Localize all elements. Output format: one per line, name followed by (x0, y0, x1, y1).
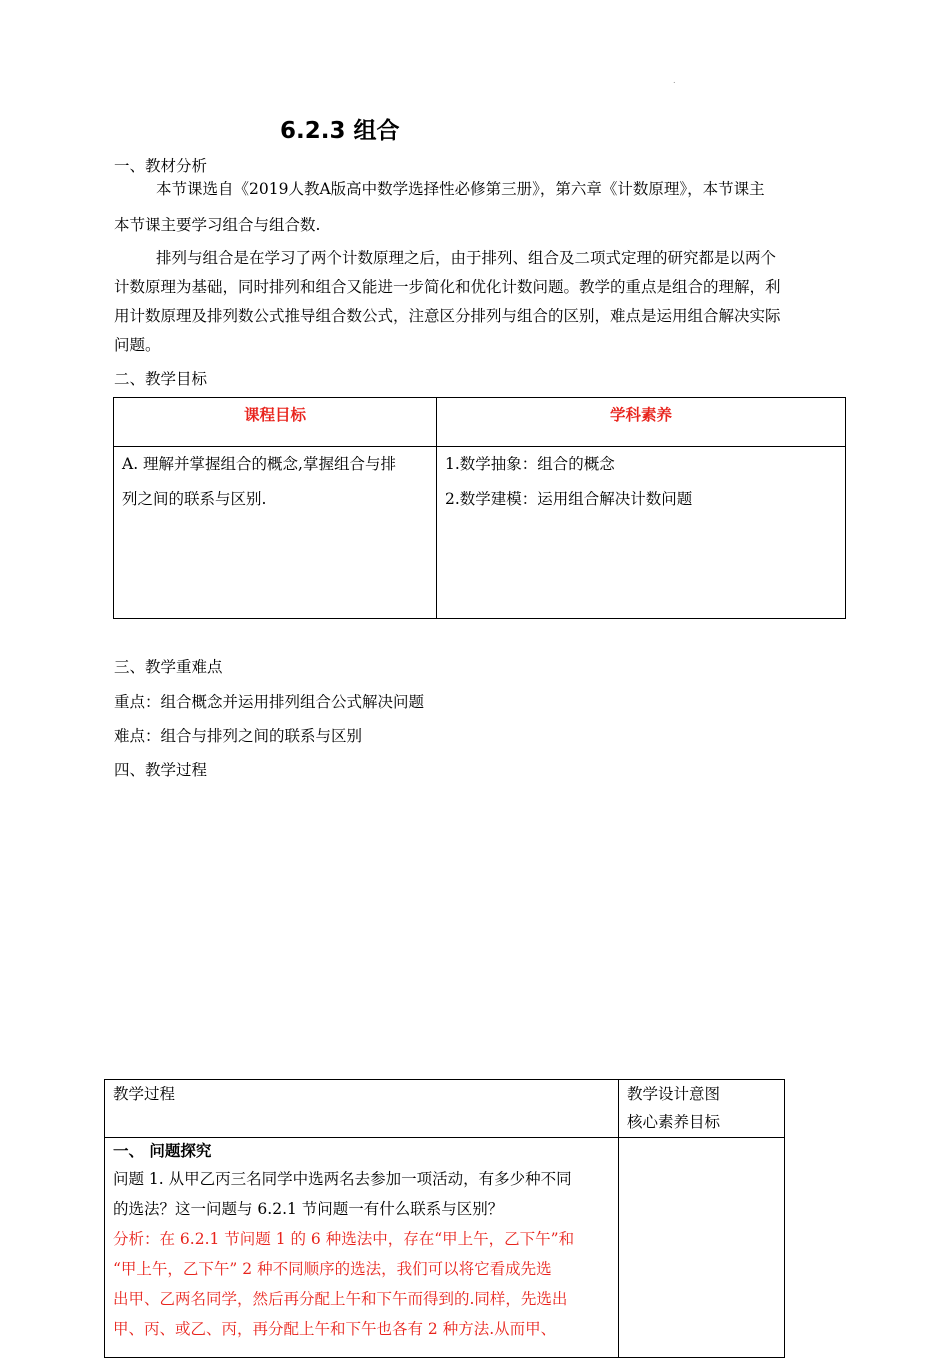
question-line: 的选法？这一问题与 6.2.1 节问题一有什么联系与区别？ (113, 1200, 504, 1218)
section1-para2 (114, 244, 838, 360)
process-col2-header-line2: 核心素养目标 (627, 1113, 721, 1131)
process-table (104, 1079, 785, 1358)
goals-table (113, 397, 846, 619)
section1-heading: 一、教材分析 (114, 157, 208, 175)
goals-col2-cell (437, 447, 846, 619)
corner-mark: . (673, 76, 676, 85)
section1-para1-line2: 本节课主要学习组合与组合数. (114, 216, 321, 234)
subsection-title: 一、 问题探究 (113, 1142, 212, 1160)
goals-col2-line: 1.数学抽象：组合的概念 (445, 455, 615, 473)
section4-heading: 四、教学过程 (114, 761, 208, 779)
section1-para2-line: 用计数原理及排列数公式推导组合数公式，注意区分排列与组合的区别，难点是运用组合解决实际 (114, 307, 781, 325)
goals-col1-line: 列之间的联系与区别. (122, 490, 267, 508)
section2-heading: 二、教学目标 (114, 370, 208, 388)
page-title: 6.2.3 组合 (280, 118, 400, 144)
key-point: 重点：组合概念并运用排列组合公式解决问题 (114, 693, 425, 711)
goals-col1-cell (114, 447, 437, 619)
section1-para2-line: 问题。 (114, 336, 161, 354)
goals-col2-header: 学科素养 (437, 398, 846, 447)
section1-para1-line1: 本节课选自《2019人教A版高中数学选择性必修第三册》，第六章《计数原理》，本节课主 (156, 180, 765, 198)
question-line: 问题 1. 从甲乙丙三名同学中选两名去参加一项活动，有多少种不同 (113, 1170, 572, 1188)
goals-col2-line: 2.数学建模：运用组合解决计数问题 (445, 490, 693, 508)
section1-para2-line: 排列与组合是在学习了两个计数原理之后，由于排列、组合及二项式定理的研究都是以两个 (156, 249, 777, 267)
analysis-line: 出甲、乙两名同学，然后再分配上午和下午而得到的.同样，先选出 (113, 1290, 568, 1308)
process-col2-header-line1: 教学设计意图 (627, 1085, 721, 1103)
process-col1-header (105, 1080, 619, 1138)
section1-para2-line: 计数原理为基础，同时排列和组合又能进一步简化和优化计数问题。教学的重点是组合的理解，利 (114, 278, 781, 296)
process-col2-header (619, 1080, 785, 1138)
analysis-line: “甲上午，乙下午” 2 种不同顺序的选法，我们可以将它看成先选 (113, 1260, 552, 1278)
section3-heading: 三、教学重难点 (114, 658, 223, 676)
analysis-line: 甲、丙、或乙、丙，再分配上午和下午也各有 2 种方法.从而甲、 (113, 1320, 557, 1338)
process-intent-cell (619, 1138, 785, 1358)
goals-col1-header: 课程目标 (114, 398, 437, 447)
goals-col1-line: A. 理解并掌握组合的概念,掌握组合与排 (122, 455, 396, 473)
analysis-line: 分析：在 6.2.1 节问题 1 的 6 种选法中，存在“甲上午，乙下午”和 (113, 1230, 575, 1248)
process-content-cell (105, 1138, 619, 1358)
process-col1-header-text: 教学过程 (113, 1085, 176, 1103)
difficulty: 难点：组合与排列之间的联系与区别 (114, 727, 363, 745)
